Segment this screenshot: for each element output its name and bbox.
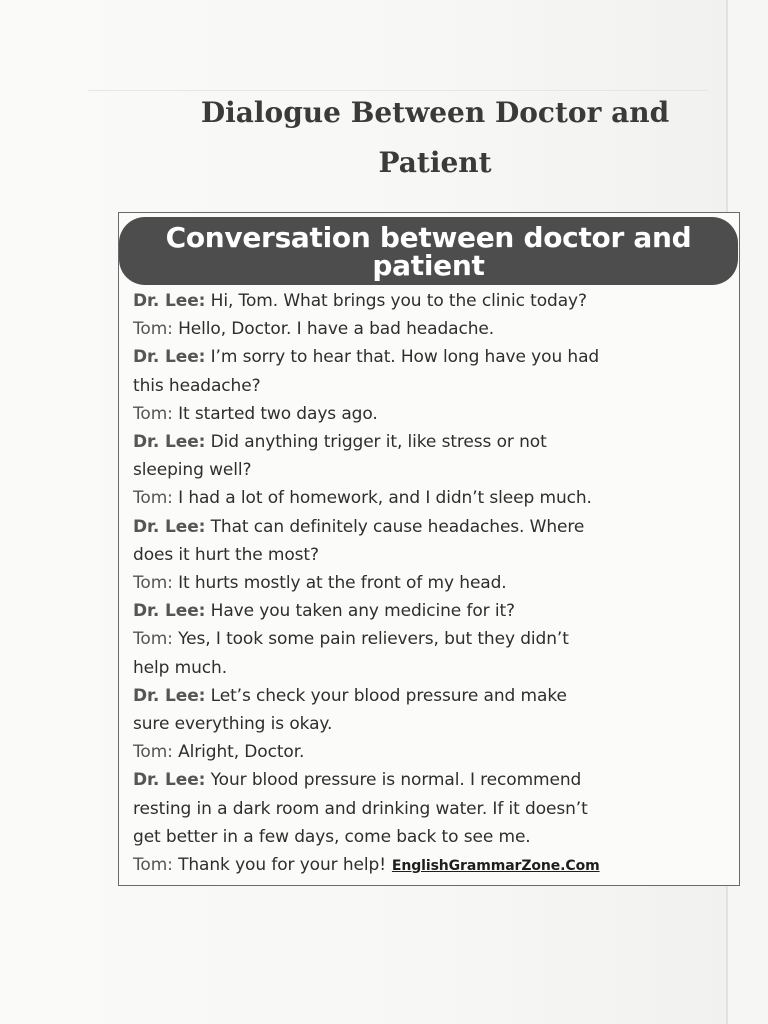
conversation-heading: Conversation between doctor and patient <box>165 221 692 282</box>
dialogue-line <box>133 710 733 738</box>
dialogue-text: get better in a few days, come back to see me. <box>133 826 531 847</box>
dialogue-lines <box>133 287 733 880</box>
dialogue-line <box>133 766 733 794</box>
dialogue-text: sleeping well? <box>133 460 252 481</box>
dialogue-line <box>133 795 733 823</box>
dialogue-line <box>133 851 733 880</box>
dialogue-text: Your blood pressure is normal. I recommend <box>205 770 582 791</box>
dialogue-line <box>133 513 733 541</box>
dialogue-line <box>133 738 733 766</box>
dialogue-line <box>133 569 733 597</box>
site-watermark: EnglishGrammarZone.Com <box>391 858 600 875</box>
dialogue-line <box>133 823 733 851</box>
conversation-banner <box>119 217 738 285</box>
speaker-label: Dr. Lee: <box>133 601 206 622</box>
dialogue-line <box>133 682 733 710</box>
speaker-label: Tom: <box>133 403 173 424</box>
dialogue-text: resting in a dark room and drinking water. If it doesn’t <box>133 798 588 819</box>
dialogue-line <box>133 625 733 653</box>
dialogue-text: I had a lot of homework, and I didn’t sleep much. <box>172 488 592 509</box>
speaker-label: Dr. Lee: <box>133 770 206 791</box>
speaker-label: Tom: <box>133 629 173 650</box>
speaker-label: Tom: <box>133 319 173 340</box>
dialogue-text: I’m sorry to hear that. How long have you had <box>205 347 600 368</box>
dialogue-line <box>133 428 733 456</box>
dialogue-line <box>133 484 733 512</box>
dialogue-text: Hello, Doctor. I have a bad headache. <box>172 319 495 340</box>
dialogue-line <box>133 287 733 315</box>
speaker-label: Tom: <box>133 488 173 509</box>
dialogue-text: Hi, Tom. What brings you to the clinic today? <box>205 291 587 311</box>
dialogue-line <box>133 400 733 428</box>
speaker-label: Dr. Lee: <box>133 291 206 311</box>
dialogue-text: Yes, I took some pain relievers, but they didn’t <box>172 629 569 650</box>
dialogue-text: That can definitely cause headaches. Where <box>205 516 585 537</box>
dialogue-text: Alright, Doctor. <box>172 742 305 763</box>
dialogue-text: help much. <box>133 657 228 678</box>
dialogue-line <box>133 343 733 371</box>
document-title: Dialogue Between Doctor and Patient <box>200 96 670 179</box>
speaker-label: Dr. Lee: <box>133 516 206 537</box>
dialogue-line <box>133 541 733 569</box>
dialogue-line <box>133 315 733 343</box>
dialogue-text: does it hurt the most? <box>133 544 319 565</box>
speaker-label: Tom: <box>133 855 173 876</box>
speaker-label: Tom: <box>133 573 173 594</box>
dialogue-text: sure everything is okay. <box>133 714 333 735</box>
dialogue-text: this headache? <box>133 375 261 396</box>
speaker-label: Dr. Lee: <box>133 685 206 706</box>
dialogue-text: Did anything trigger it, like stress or not <box>205 432 547 453</box>
dialogue-line <box>133 456 733 484</box>
dialogue-text: Have you taken any medicine for it? <box>205 601 515 622</box>
speaker-label: Dr. Lee: <box>133 347 206 368</box>
dialogue-text: Thank you for your help! <box>172 855 386 876</box>
dialogue-line <box>133 372 733 400</box>
conversation-panel <box>118 212 740 886</box>
dialogue-line <box>133 597 733 625</box>
dialogue-text: It hurts mostly at the front of my head. <box>172 573 507 594</box>
dialogue-line <box>133 654 733 682</box>
dialogue-text: Let’s check your blood pressure and make <box>205 685 567 706</box>
speaker-label: Dr. Lee: <box>133 432 206 453</box>
dialogue-text: It started two days ago. <box>172 403 378 424</box>
speaker-label: Tom: <box>133 742 173 763</box>
